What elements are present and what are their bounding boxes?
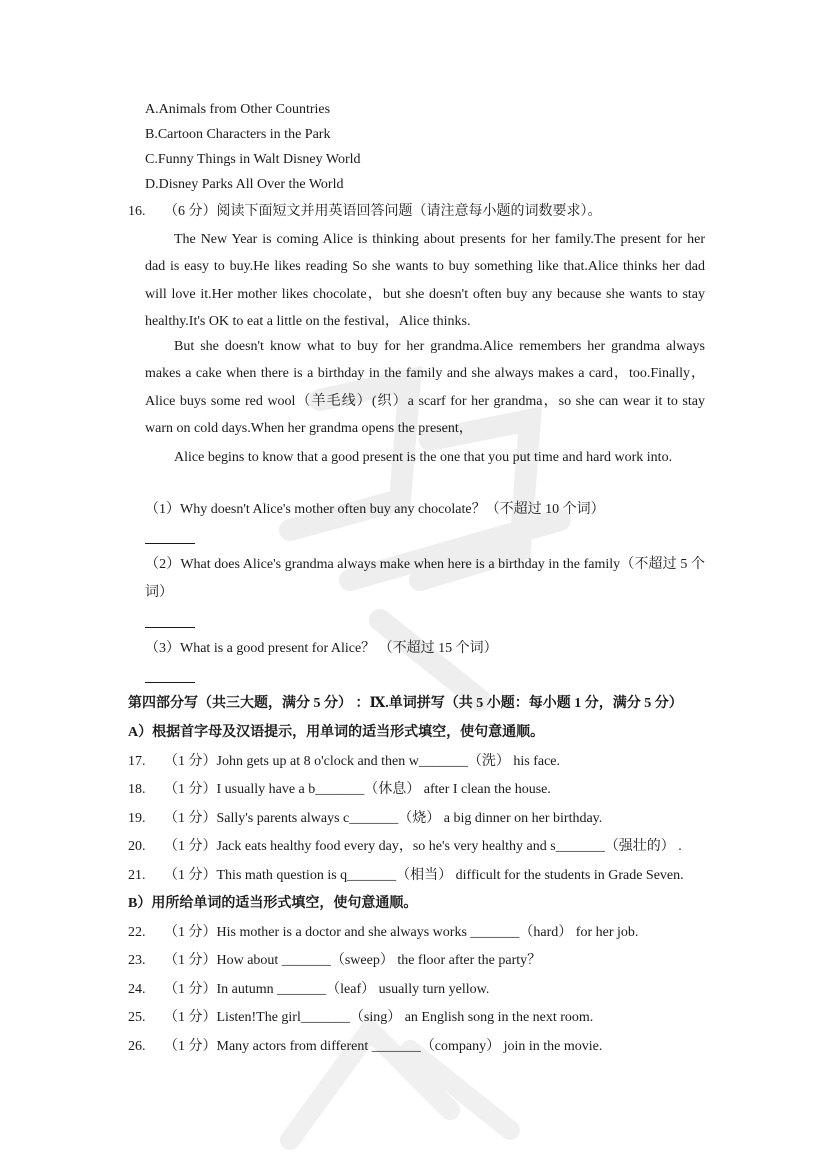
passage-paragraph-2: But she doesn't know what to buy for her grandma.Alice remembers her grandma always makes a cake when there is a birthday in the family and she always makes a card，too.Finally，Alice buys some red wool（羊毛线）(织）a scarf for her grandma，so she can wear it to stay warn on cold days.When her grandma opens the present， — [145, 339, 705, 436]
fill-blank[interactable]: _______ — [349, 811, 399, 826]
sub-question-1: （1）Why doesn't Alice's mother often buy any chocolate？（不超过 10 个词） — [145, 502, 605, 517]
fill-blank[interactable]: _______ — [315, 782, 365, 797]
sub-question-3: （3）What is a good present for Alice？ （不超过 15 个词） — [145, 641, 498, 656]
passage-paragraph-3: Alice begins to know that a good present is the one that you put time and hard work into. — [174, 450, 673, 465]
question-number: 16. — [128, 204, 146, 219]
question-21: 21. （1 分）This math question is q_______（相当） difficult for the students in Grade Seven. — [128, 866, 684, 886]
section-4-title: 第四部分写（共三大题，满分 5 分） ：Ⅸ.单词拼写（共 5 小题：每小题 1 分，满分 5 分） — [128, 696, 683, 711]
fill-blank[interactable]: _______ — [371, 1039, 421, 1054]
option-d: D.Disney Parks All Over the World — [145, 177, 344, 192]
question-18: 18. （1 分）I usually have a b_______（休息） after I clean the house. — [128, 780, 551, 800]
question-number: 21. — [128, 868, 146, 883]
part-a-instructions: A）根据首字母及汉语提示，用单词的适当形式填空，使句意通顺。 — [128, 725, 545, 740]
option-a: A.Animals from Other Countries — [145, 102, 331, 117]
question-26: 26. （1 分）Many actors from different _______（company） join in the movie. — [128, 1037, 602, 1057]
question-16-instructions: （6 分）阅读下面短文并用英语回答问题（请注意每小题的词数要求）。 — [164, 204, 602, 219]
fill-blank[interactable]: _______ — [300, 1010, 350, 1025]
question-number: 20. — [128, 839, 146, 854]
question-number: 25. — [128, 1010, 146, 1025]
fill-blank[interactable]: _______ — [470, 925, 520, 940]
question-number: 22. — [128, 925, 146, 940]
fill-blank[interactable]: _______ — [277, 982, 327, 997]
option-b: B.Cartoon Characters in the Park — [145, 127, 331, 142]
answer-blank-1[interactable] — [145, 543, 195, 544]
fill-blank[interactable]: _______ — [555, 839, 605, 854]
fill-blank[interactable]: _______ — [418, 754, 468, 769]
question-number: 18. — [128, 782, 146, 797]
question-number: 23. — [128, 953, 146, 968]
answer-blank-2[interactable] — [145, 627, 195, 628]
question-22: 22. （1 分）His mother is a doctor and she always works _______（hard） for her job. — [128, 923, 638, 943]
question-24: 24. （1 分）In autumn _______（leaf） usually turn yellow. — [128, 980, 489, 1000]
question-number: 24. — [128, 982, 146, 997]
question-19: 19. （1 分）Sally's parents always c_______（烧） a big dinner on her birthday. — [128, 809, 602, 829]
question-25: 25. （1 分）Listen!The girl_______（sing） an English song in the next room. — [128, 1008, 593, 1028]
sub-question-2: （2）What does Alice's grandma always make when here is a birthday in the family（不超过 5 个词） — [145, 557, 705, 600]
question-number: 19. — [128, 811, 146, 826]
question-number: 26. — [128, 1039, 146, 1054]
question-20: 20. （1 分）Jack eats healthy food every day，so he's very healthy and s_______（强壮的） . — [128, 837, 682, 857]
question-23: 23. （1 分）How about _______（sweep） the floor after the party？ — [128, 951, 541, 971]
part-b-instructions: B）用所给单词的适当形式填空，使句意通顺。 — [128, 896, 418, 911]
fill-blank[interactable]: _______ — [347, 868, 397, 883]
question-number: 17. — [128, 754, 146, 769]
fill-blank[interactable]: _______ — [281, 953, 331, 968]
question-17: 17. （1 分）John gets up at 8 o'clock and then w_______（洗） his face. — [128, 752, 560, 772]
answer-blank-3[interactable] — [145, 682, 195, 683]
option-c: C.Funny Things in Walt Disney World — [145, 152, 361, 167]
passage-paragraph-1: The New Year is coming Alice is thinking about presents for her family.The present for her dad is easy to buy.He likes reading So she wants to buy something like that.Alice thinks her dad will love it.Her mother likes chocolate，but she doesn't often buy any because she wants to stay healthy.It's OK to eat a little on the festival，Alice thinks. — [145, 232, 705, 329]
question-16-header — [128, 202, 602, 222]
